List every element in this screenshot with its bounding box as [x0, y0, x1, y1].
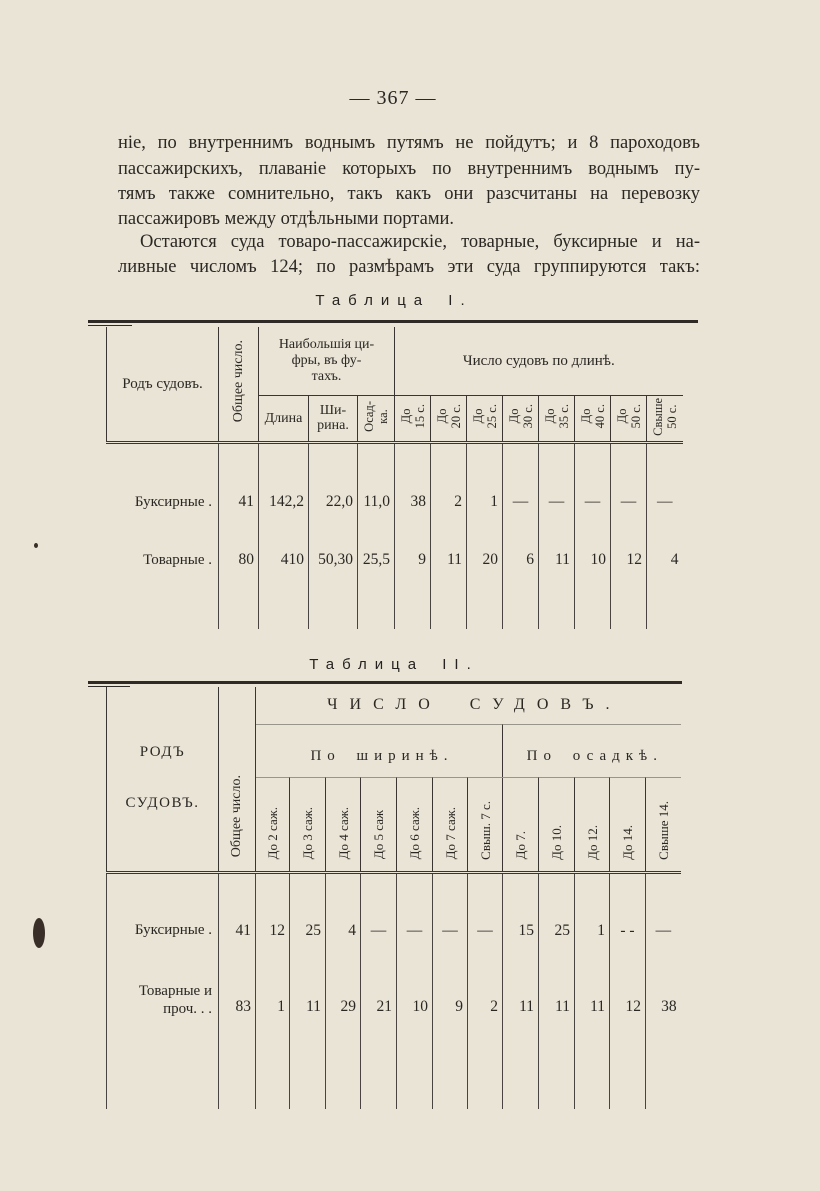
- subheader-length-bin-label: [651, 398, 679, 436]
- subheader-draft-line: Осад-: [362, 401, 376, 432]
- subheader-width-bin-text: До 7 саж.: [442, 807, 458, 860]
- subheader-width-bin-label: [478, 801, 493, 860]
- subheader-length-bin-line: До: [614, 409, 629, 424]
- cell-count-by-width: 25: [290, 872, 326, 956]
- subheader-width-bin: [468, 777, 503, 872]
- cell-count-by-width: 29: [326, 956, 361, 1109]
- subheader-width-bin-text: До 6 саж.: [407, 807, 422, 860]
- row-label-line: Товарные и: [138, 983, 212, 999]
- subheader-width-bin: [290, 777, 326, 872]
- subheader-length-bin-line: 50 с.: [628, 404, 643, 429]
- binding-blemish: [33, 918, 45, 948]
- cell-count-by-draft: 15: [503, 872, 539, 956]
- subheader-draft-label: [362, 401, 390, 432]
- col-header-vessel-type-line: РОДЪ: [139, 744, 186, 760]
- cell-count-by-width: 9: [433, 956, 468, 1109]
- subheader-length-bin: [395, 395, 431, 442]
- col-header-total-label: [231, 340, 247, 422]
- subheader-draft-bin-text: До 12.: [584, 824, 600, 860]
- subheader-width: [309, 395, 358, 442]
- subheader-length-bin-line: До: [470, 409, 485, 424]
- subheader-draft-bin: [610, 777, 646, 872]
- subheader-width-bin: [326, 777, 361, 872]
- subheader-draft-bin-label: [656, 801, 671, 860]
- subheader-draft: [358, 395, 395, 442]
- subheader-draft-bin: [539, 777, 575, 872]
- cell-max-width: 22,0: [309, 442, 358, 530]
- row-label: Буксирные .: [134, 493, 212, 510]
- subheader-width-bin-label: [300, 807, 315, 859]
- table-1-top-rule-inner: [88, 325, 132, 326]
- subheader-draft-bin: [646, 777, 681, 872]
- group-header-by-width: По ширинѣ.: [256, 724, 503, 777]
- cell-count-by-width: 11: [290, 956, 326, 1109]
- cell-count-by-width: 2: [468, 956, 503, 1109]
- text-line: пассажировъ между отдѣльными портами.: [118, 209, 455, 229]
- cell-total: 80: [219, 530, 259, 629]
- subheader-draft-line: ка.: [376, 409, 390, 424]
- subheader-width-line: Ши-: [319, 403, 347, 418]
- cell-count-by-width: —: [361, 872, 397, 956]
- col-header-vessel-type-line: СУДОВЪ.: [125, 795, 200, 811]
- group-header-max-dimensions: [259, 327, 395, 395]
- table-2-title: Таблица II.: [309, 656, 479, 673]
- page-number: — 367 —: [349, 87, 437, 109]
- subheader-draft-bin-label: [620, 825, 635, 860]
- table-2: [106, 687, 681, 1109]
- col-header-total: [219, 327, 259, 442]
- cell-count-by-width: 4: [326, 872, 361, 956]
- subheader-width-bin: [256, 777, 290, 872]
- text-line: пассажирскихъ, плаваніе которыхъ по внутреннимъ воднымъ пу-: [118, 159, 700, 179]
- subheader-width-bin-text: До 4 саж.: [335, 807, 351, 860]
- subheader-width-bin-label: [407, 807, 422, 859]
- col-header-total-text: Общее число.: [229, 775, 244, 858]
- cell-count-by-width: —: [468, 872, 503, 956]
- subheader-length-bin-label: [615, 404, 643, 428]
- subheader-length: Длина: [259, 395, 309, 442]
- cell-count-by-width: 10: [397, 956, 433, 1109]
- cell-count-by-length: 20: [467, 530, 503, 629]
- subheader-length-bin: [647, 395, 683, 442]
- table-row: [107, 956, 681, 1109]
- cell-count-by-width: 21: [361, 956, 397, 1109]
- subheader-length-bin: [503, 395, 539, 442]
- table-1-title: Таблица I.: [315, 292, 473, 309]
- cell-count-by-length: 6: [503, 530, 539, 629]
- cell-count-by-length: 12: [611, 530, 647, 629]
- table-1: [106, 327, 683, 629]
- subheader-length-bin: [467, 395, 503, 442]
- cell-count-by-draft: 11: [539, 956, 575, 1109]
- col-header-total-label: [229, 775, 245, 857]
- subheader-width-bin-label: [371, 810, 386, 859]
- subheader-width-bin-text: До 3 саж.: [300, 807, 315, 860]
- row-label: [107, 956, 219, 1109]
- cell-max-draft: 25,5: [358, 530, 395, 629]
- cell-count-by-draft: 38: [646, 956, 681, 1109]
- subheader-draft-bin-label: [549, 825, 564, 860]
- row-label: Товарные .: [143, 552, 212, 568]
- subheader-length-bin-line: До: [398, 409, 413, 424]
- group-header-vessel-count: ЧИСЛО СУДОВЪ.: [256, 687, 681, 724]
- subheader-draft-bin-text: До 10.: [549, 824, 564, 860]
- cell-count-by-length: —: [539, 442, 575, 530]
- subheader-draft-bin-text: До 7.: [513, 831, 528, 860]
- cell-count-by-length: —: [503, 442, 539, 530]
- cell-count-by-draft: 11: [503, 956, 539, 1109]
- subheader-width-bin-label: [265, 807, 280, 859]
- cell-count-by-length: 11: [539, 530, 575, 629]
- cell-count-by-length: 2: [431, 442, 467, 530]
- subheader-width-bin: [397, 777, 433, 872]
- subheader-length-bin-label: [471, 404, 499, 428]
- group-header-max-line: Наибольшія ци-: [278, 336, 375, 352]
- subheader-width-bin-text: Свыш. 7 с.: [477, 800, 493, 860]
- cell-count-by-width: 12: [256, 872, 290, 956]
- col-header-vessel-type: Родъ судовъ.: [107, 327, 219, 442]
- text-line: ніе, по внутреннимъ воднымъ путямъ не пойдутъ; и 8 пароходовъ: [118, 133, 700, 153]
- cell-count-by-draft: 12: [610, 956, 646, 1109]
- cell-count-by-length: 9: [395, 530, 431, 629]
- subheader-length-bin-line: 35 с.: [556, 404, 571, 429]
- cell-count-by-length: 11: [431, 530, 467, 629]
- subheader-width-line: рина.: [317, 418, 349, 433]
- subheader-length-bin-line: До: [434, 409, 449, 424]
- subheader-length-bin-line: 20 с.: [448, 404, 463, 429]
- cell-max-length: 410: [259, 530, 309, 629]
- group-header-max-line: тахъ.: [311, 368, 342, 384]
- subheader-draft-bin-label: [513, 831, 528, 859]
- cell-count-by-length: —: [611, 442, 647, 530]
- text-line: ливные числомъ 124; по размѣрамъ эти суда группируются такъ:: [118, 257, 700, 277]
- cell-count-by-width: —: [397, 872, 433, 956]
- col-header-vessel-type: [107, 687, 219, 872]
- subheader-length-bin-label: [579, 404, 607, 428]
- text-line: тямъ также сомнительно, такъ какъ они разсчитаны на перевозку: [118, 184, 700, 204]
- cell-count-by-length: 4: [647, 530, 683, 629]
- table-row: [107, 872, 681, 956]
- subheader-length-bin: [575, 395, 611, 442]
- subheader-draft-bin: [503, 777, 539, 872]
- cell-count-by-width: 1: [256, 956, 290, 1109]
- subheader-draft-bin-label: [585, 825, 600, 860]
- cell-count-by-draft: —: [646, 872, 681, 956]
- table-row: [107, 530, 683, 629]
- cell-count-by-draft: 1: [575, 872, 610, 956]
- subheader-length-bin-line: Свыше: [650, 397, 665, 436]
- cell-total: 41: [219, 442, 259, 530]
- cell-max-width: 50,30: [309, 530, 358, 629]
- cell-max-length: 142,2: [259, 442, 309, 530]
- subheader-length-bin-label: [399, 404, 427, 428]
- group-header-by-draft: По осадкѣ.: [503, 724, 681, 777]
- row-label: [107, 872, 219, 956]
- col-header-total-text: Общее число.: [230, 340, 246, 423]
- cell-count-by-draft: - -: [610, 872, 646, 956]
- cell-total: 41: [219, 872, 256, 956]
- table-2-top-rule: [88, 681, 682, 684]
- cell-count-by-length: —: [647, 442, 683, 530]
- subheader-length-bin-line: 15 с.: [412, 404, 427, 429]
- cell-max-draft: 11,0: [358, 442, 395, 530]
- row-label-line: проч. . .: [163, 1001, 212, 1017]
- cell-count-by-length: —: [575, 442, 611, 530]
- subheader-length-bin-label: [543, 404, 571, 428]
- text-line: Остаются суда товаро-пассажирскіе, товарные, буксирные и на-: [140, 232, 700, 252]
- subheader-width-bin-label: [336, 807, 351, 859]
- subheader-length-bin: [539, 395, 575, 442]
- cell-count-by-length: 10: [575, 530, 611, 629]
- subheader-length-bin: [431, 395, 467, 442]
- subheader-width-bin-text: До 5 саж: [371, 810, 386, 860]
- cell-total: 83: [219, 956, 256, 1109]
- group-header-max-line: фры, въ фу-: [291, 352, 362, 368]
- row-label-line: Буксирные .: [134, 921, 212, 938]
- subheader-length-bin-line: 40 с.: [592, 404, 607, 429]
- subheader-length-bin-line: До: [542, 409, 557, 424]
- subheader-width-bin: [433, 777, 468, 872]
- subheader-width-bin-label: [443, 807, 458, 859]
- binding-dot: [34, 543, 38, 548]
- cell-count-by-length: 38: [395, 442, 431, 530]
- table-row: [107, 442, 683, 530]
- subheader-length-bin-label: [435, 404, 463, 428]
- subheader-width-bin: [361, 777, 397, 872]
- subheader-draft-bin: [575, 777, 610, 872]
- subheader-length-bin: [611, 395, 647, 442]
- cell-count-by-width: —: [433, 872, 468, 956]
- subheader-length-bin-line: До: [578, 409, 593, 424]
- cell-count-by-draft: 11: [575, 956, 610, 1109]
- subheader-length-bin-line: 30 с.: [520, 404, 535, 429]
- cell-count-by-draft: 25: [539, 872, 575, 956]
- subheader-draft-bin-text: До 14.: [620, 824, 635, 860]
- subheader-length-bin-line: До: [506, 409, 521, 424]
- subheader-length-bin-line: 25 с.: [484, 404, 499, 429]
- subheader-length-bin-line: 50 с.: [664, 404, 679, 429]
- subheader-width-bin-text: До 2 саж.: [265, 807, 280, 860]
- table-1-top-rule: [88, 320, 698, 323]
- cell-count-by-length: 1: [467, 442, 503, 530]
- group-header-count-by-length: Число судовъ по длинѣ.: [395, 327, 683, 395]
- col-header-total: [219, 687, 256, 872]
- subheader-length-bin-label: [507, 404, 535, 428]
- subheader-draft-bin-text: Свыше 14.: [655, 800, 671, 860]
